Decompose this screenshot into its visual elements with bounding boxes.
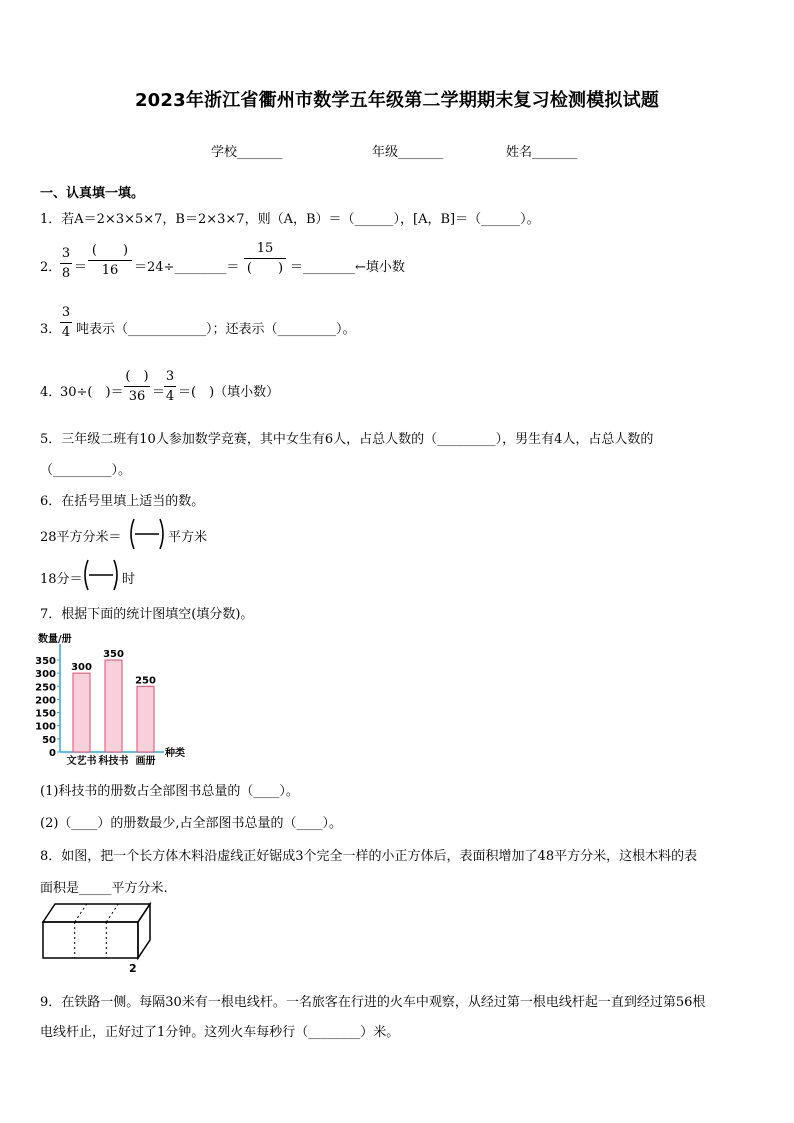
q4-f2-numerator: 3 bbox=[165, 369, 175, 384]
fraction-bar bbox=[60, 263, 72, 264]
q2-middle: ＝24÷________＝ bbox=[134, 260, 240, 275]
data-label: 300 bbox=[71, 662, 92, 674]
cuboid-top-face bbox=[43, 904, 150, 922]
equals-sign: ＝ bbox=[152, 385, 166, 400]
cut-line bbox=[75, 904, 87, 922]
y-tick-label: 350 bbox=[35, 656, 56, 667]
q6b-tail: 时 bbox=[122, 572, 136, 587]
school-field: 学校_______ bbox=[211, 145, 283, 160]
question-9-line-1: 9．在铁路一侧。每隔30米有一根电线杆。一名旅客在行进的火车中观察，从经过第一根电线杆起一直到经过第56根 bbox=[40, 995, 706, 1010]
blank-fraction-bracket bbox=[126, 517, 168, 551]
q2-f1-denominator: 8 bbox=[61, 266, 71, 281]
question-6: 6．在括号里填上适当的数。 bbox=[40, 494, 205, 509]
q4-tail: ＝( )（填小数） bbox=[178, 385, 280, 400]
q3-fraction bbox=[60, 306, 72, 339]
page-title: 2023年浙江省衢州市数学五年级第二学期期末复习检测模拟试题 bbox=[134, 90, 660, 111]
fraction-bar bbox=[164, 386, 176, 387]
data-label: 350 bbox=[103, 649, 124, 660]
bar bbox=[105, 660, 122, 752]
y-tick-label: 300 bbox=[35, 669, 56, 681]
q4-f2-denominator: 4 bbox=[165, 389, 175, 404]
q3-numerator: 3 bbox=[61, 305, 71, 320]
question-1: 1．若A＝2×3×5×7，B＝2×3×7，则（A，B）＝（______），[A，B]＝（______）。 bbox=[40, 212, 540, 227]
bar bbox=[137, 686, 154, 752]
q2-fraction-1 bbox=[60, 247, 72, 280]
q2-f3-denominator: ( ) bbox=[246, 261, 284, 276]
fraction-bar bbox=[124, 386, 150, 387]
question-7: 7．根据下面的统计图填空(填分数)。 bbox=[40, 607, 254, 622]
blank-fraction-bracket bbox=[80, 558, 122, 592]
section-heading: 一、认真填一填。 bbox=[40, 186, 145, 201]
q2-f2-numerator: ( ) bbox=[91, 243, 129, 258]
x-tick-label: 文艺书 bbox=[66, 756, 97, 767]
name-field: 姓名_______ bbox=[506, 145, 578, 160]
data-label: 250 bbox=[135, 675, 156, 687]
q4-fraction-2 bbox=[164, 370, 176, 403]
bar-chart bbox=[34, 628, 204, 768]
y-tick-label: 150 bbox=[35, 708, 56, 720]
fraction-bar bbox=[60, 322, 72, 323]
question-8-line-2: 面积是_____平方分米. bbox=[40, 881, 168, 896]
question-5-line-2: （_________）。 bbox=[40, 463, 132, 478]
x-tick-label: 画册 bbox=[135, 756, 156, 767]
y-tick-label: 200 bbox=[35, 695, 56, 707]
q6b-lead: 18分＝ bbox=[40, 572, 83, 587]
question-9-line-2: 电线杆止，正好过了1分钟。这列火车每秒行（________）米。 bbox=[40, 1025, 400, 1040]
equals-sign: ＝ bbox=[74, 260, 88, 275]
q6a-lead: 28平方分米＝ bbox=[40, 530, 122, 545]
q3-denominator: 4 bbox=[61, 325, 71, 340]
x-tick-label: 科技书 bbox=[98, 756, 129, 767]
q4-fraction-1 bbox=[124, 370, 150, 403]
cuboid-front-face bbox=[43, 922, 138, 958]
q4-number: 4． bbox=[40, 385, 62, 400]
q2-fraction-2 bbox=[88, 244, 132, 277]
q3-text: 吨表示（____________）；还表示（_________）。 bbox=[76, 322, 356, 337]
question-7-1: (1)科技书的册数占全部图书总量的（____）。 bbox=[40, 784, 299, 799]
y-tick-label: 250 bbox=[35, 682, 56, 694]
q3-number: 3． bbox=[40, 322, 62, 337]
question-5-line-1: 5．三年级二班有10人参加数学竞赛，其中女生有6人，占总人数的（_________），男生有4人，占总人数的 bbox=[40, 432, 654, 447]
q2-f3-numerator: 15 bbox=[256, 241, 274, 256]
q4-f1-denominator: 36 bbox=[128, 389, 146, 404]
cuboid-figure bbox=[38, 896, 158, 976]
dimension-label: 2 bbox=[129, 962, 137, 975]
y-tick-label: 100 bbox=[35, 721, 56, 733]
cuboid-right-face bbox=[138, 904, 150, 958]
x-axis-label: 种类 bbox=[165, 748, 185, 759]
q2-f1-numerator: 3 bbox=[61, 246, 71, 261]
grade-field: 年级_______ bbox=[372, 145, 444, 160]
question-7-2: (2)（____）的册数最少,占全部图书总量的（____）。 bbox=[40, 816, 343, 831]
bar bbox=[73, 673, 90, 752]
cut-line bbox=[106, 904, 118, 922]
fraction-bar bbox=[244, 258, 286, 259]
fraction-bar bbox=[88, 260, 132, 261]
q6a-tail: 平方米 bbox=[168, 530, 208, 545]
y-tick-label: 50 bbox=[42, 734, 56, 746]
y-tick-label: 0 bbox=[49, 748, 56, 759]
y-axis-label: 数量/册 bbox=[38, 634, 72, 645]
q4-lead: 30÷( )＝ bbox=[60, 385, 124, 400]
q2-f2-denominator: 16 bbox=[101, 263, 119, 278]
question-8-line-1: 8．如图，把一个长方体木料沿虚线正好锯成3个完全一样的小正方体后，表面积增加了48平方分米，这根木料的表 bbox=[40, 849, 698, 864]
q4-f1-numerator: ( ) bbox=[125, 369, 149, 384]
q2-fraction-3 bbox=[244, 242, 286, 275]
q2-number: 2． bbox=[40, 260, 62, 275]
q2-tail: ＝________←填小数 bbox=[290, 260, 405, 275]
